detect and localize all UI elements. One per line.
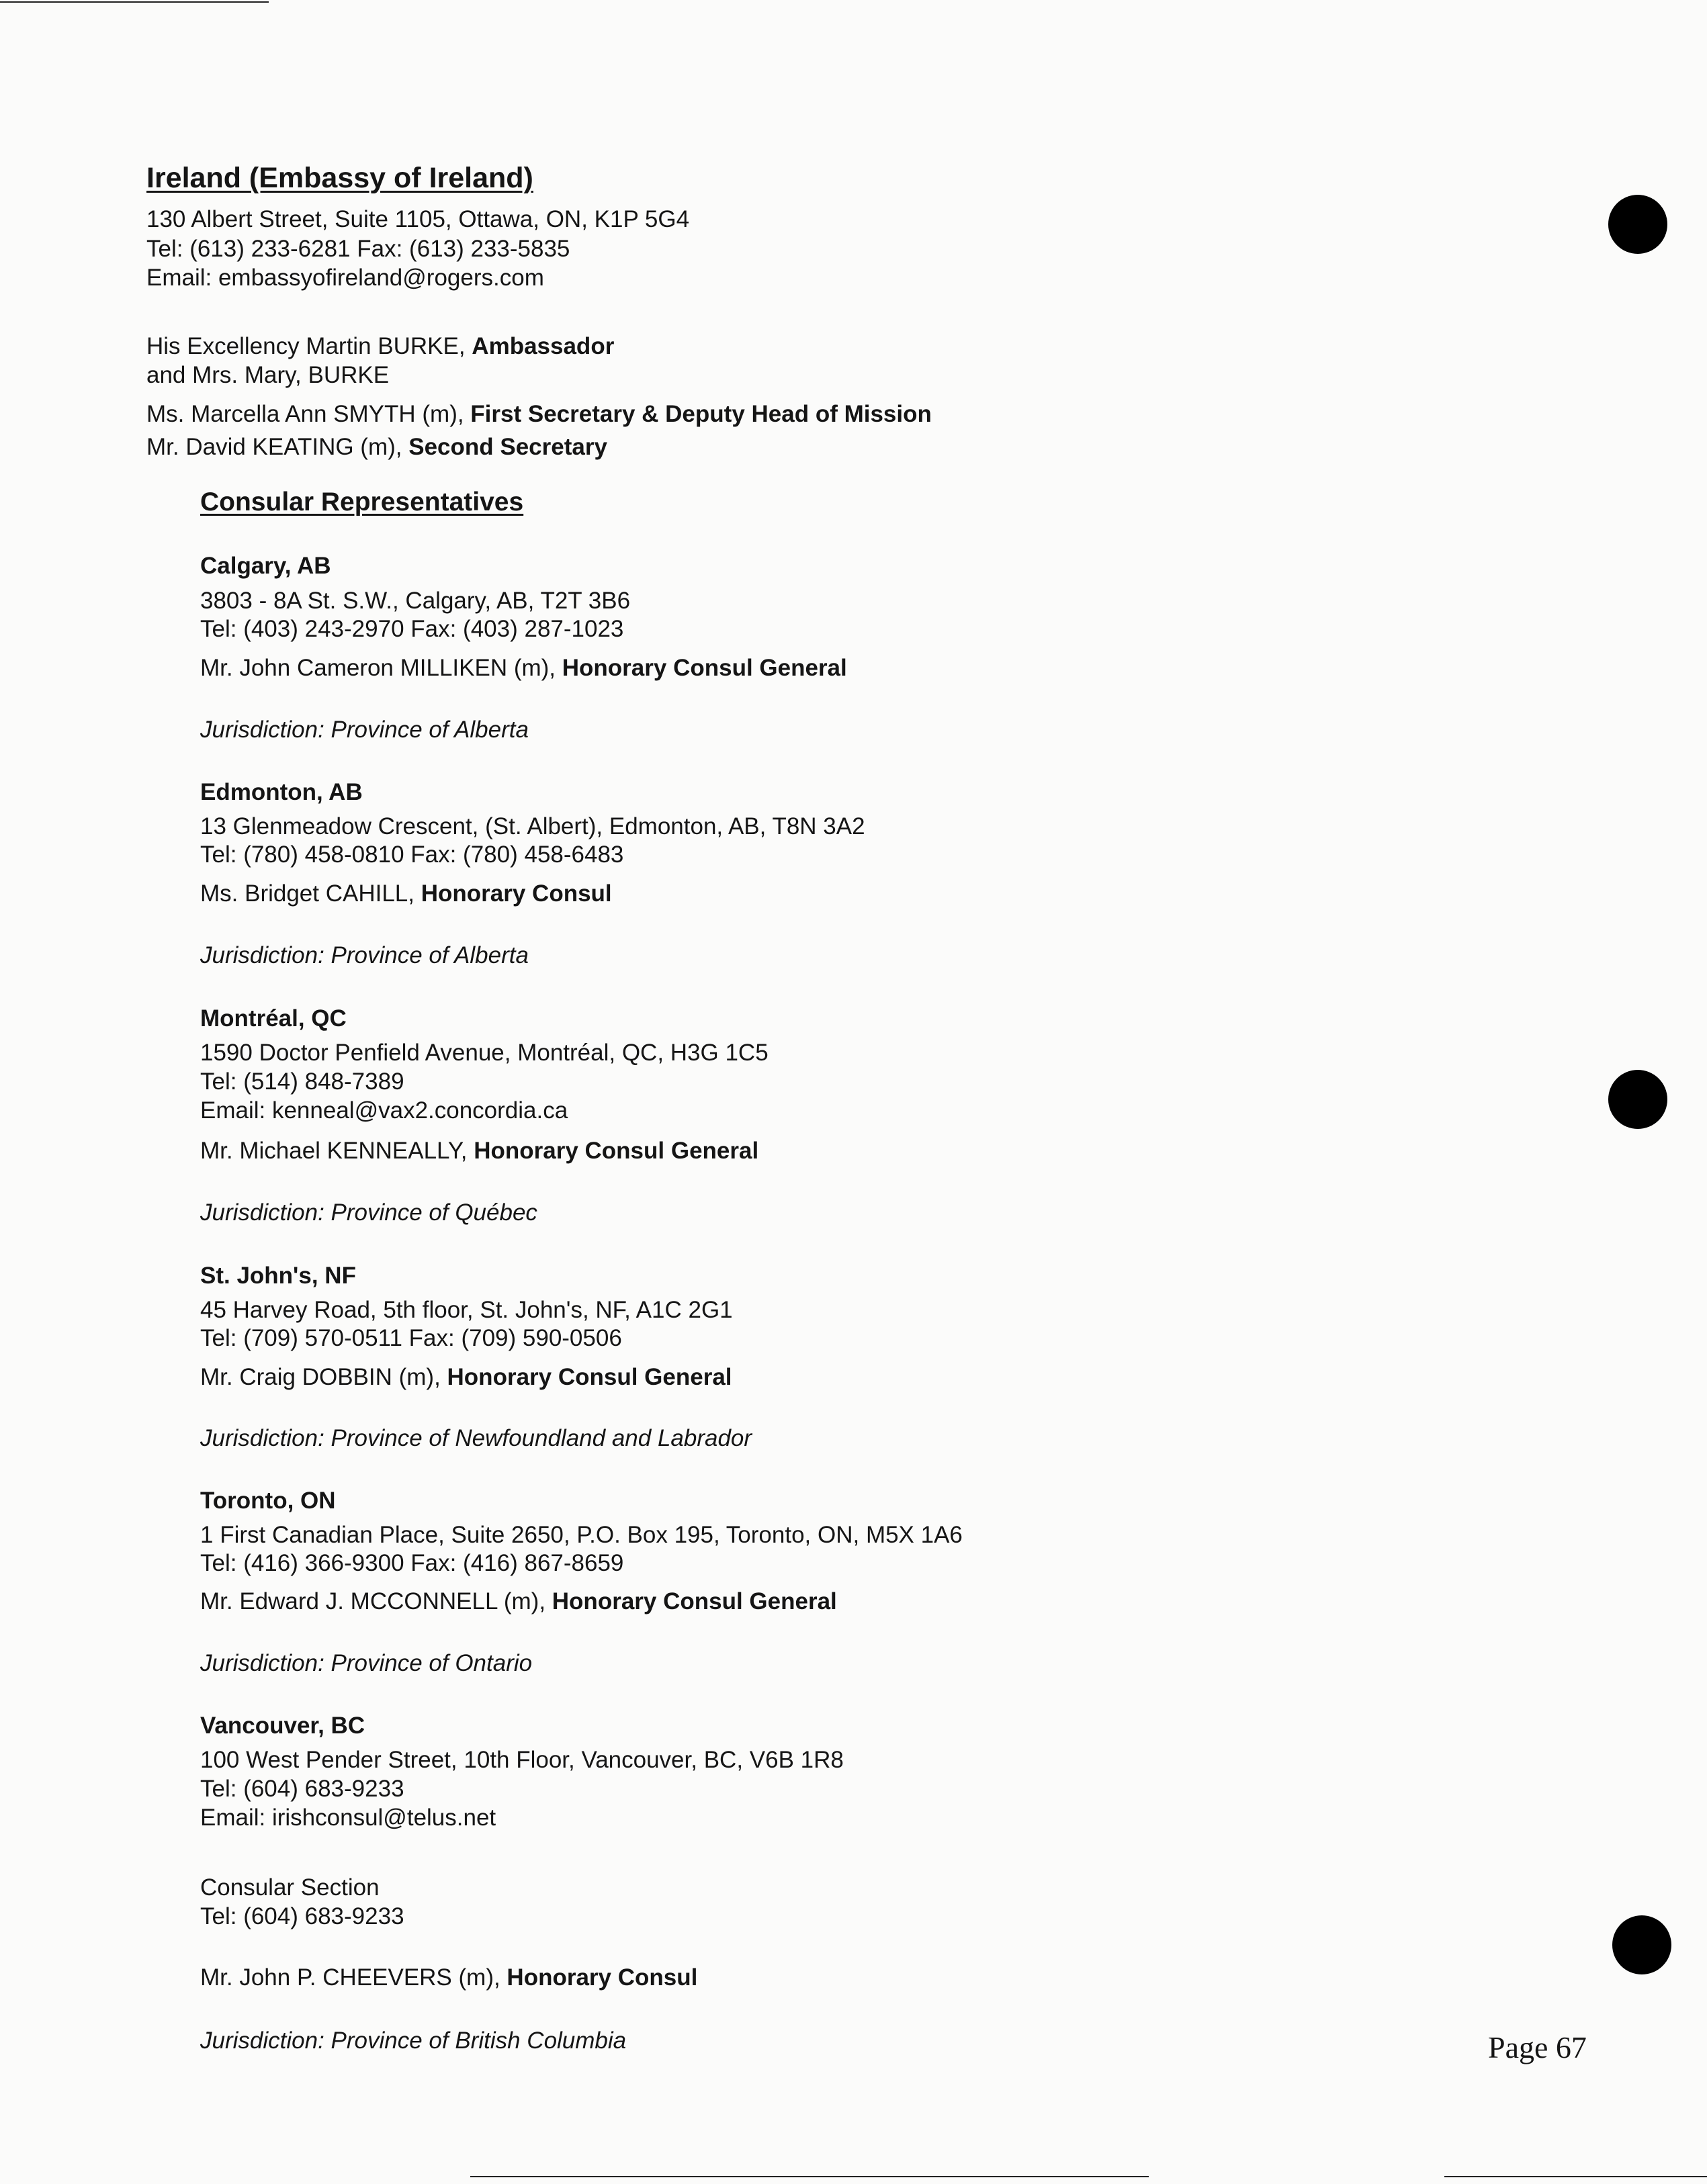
staff-name: and Mrs. Mary, BURKE [146, 362, 390, 388]
embassy-tel-fax: Tel: (613) 233-6281 Fax: (613) 233-5835 [146, 236, 570, 262]
office-jurisdiction: Jurisdiction: Province of British Columbia [200, 2028, 627, 2054]
top-left-rule [0, 1, 269, 3]
office-address: 1 First Canadian Place, Suite 2650, P.O. Box 195, Toronto, ON, M5X 1A6 [200, 1522, 963, 1548]
office-address: 3803 - 8A St. S.W., Calgary, AB, T2T 3B6 [200, 588, 631, 614]
consular-section-label: Consular Section [200, 1874, 380, 1901]
staff-ambassador [146, 332, 614, 361]
office-tel: Tel: (514) 848-7389 [200, 1068, 404, 1095]
office-jurisdiction: Jurisdiction: Province of Alberta [200, 717, 529, 743]
office-tel: Tel: (416) 366-9300 Fax: (416) 867-8659 [200, 1550, 624, 1576]
office-city: St. John's, NF [200, 1263, 356, 1289]
office-person [200, 1363, 732, 1392]
office-tel: Tel: (403) 243-2970 Fax: (403) 287-1023 [200, 616, 624, 642]
page-number: Page 67 [1488, 2030, 1587, 2064]
office-jurisdiction: Jurisdiction: Province of Newfoundland and Labrador [200, 1425, 752, 1451]
office-address: 45 Harvey Road, 5th floor, St. John's, NF, A1C 2G1 [200, 1297, 733, 1323]
office-tel: Tel: (709) 570-0511 Fax: (709) 590-0506 [200, 1325, 622, 1351]
staff-title: First Secretary & Deputy Head of Mission [470, 401, 932, 427]
office-person [200, 1588, 837, 1616]
office-person [200, 1137, 758, 1165]
office-city: Toronto, ON [200, 1488, 336, 1514]
person-name: Mr. Edward J. MCCONNELL (m), [200, 1588, 552, 1614]
staff-title: Ambassador [472, 333, 615, 359]
embassy-heading: Ireland (Embassy of Ireland) [146, 162, 533, 194]
consular-section-tel: Tel: (604) 683-9233 [200, 1903, 404, 1929]
office-email: Email: irishconsul@telus.net [200, 1805, 496, 1831]
office-tel: Tel: (604) 683-9233 [200, 1776, 404, 1802]
office-address: 1590 Doctor Penfield Avenue, Montréal, QC, H3G 1C5 [200, 1040, 769, 1066]
consular-heading: Consular Representatives [200, 488, 524, 516]
embassy-email: Email: embassyofireland@rogers.com [146, 265, 544, 291]
person-title: Honorary Consul [421, 880, 612, 907]
office-tel: Tel: (780) 458-0810 Fax: (780) 458-6483 [200, 841, 624, 868]
person-title: Honorary Consul General [562, 655, 847, 681]
person-title: Honorary Consul [507, 1964, 698, 1991]
embassy-address: 130 Albert Street, Suite 1105, Ottawa, ON, K1P 5G4 [146, 206, 690, 232]
staff-spouse [146, 361, 389, 390]
staff-second-secretary [146, 433, 607, 461]
person-name: Mr. John Cameron MILLIKEN (m), [200, 655, 562, 681]
staff-name: Mr. David KEATING (m), [146, 434, 409, 460]
punch-hole-middle [1608, 1070, 1667, 1129]
staff-name: His Excellency Martin BURKE, [146, 333, 472, 359]
punch-hole-top [1608, 195, 1667, 254]
person-title: Honorary Consul General [447, 1364, 732, 1390]
office-person [200, 880, 612, 908]
office-city: Calgary, AB [200, 553, 331, 579]
office-city: Vancouver, BC [200, 1713, 365, 1739]
bottom-right-rule [1444, 2176, 1707, 2177]
person-name: Ms. Bridget CAHILL, [200, 880, 421, 907]
office-city: Edmonton, AB [200, 779, 363, 805]
office-jurisdiction: Jurisdiction: Province of Québec [200, 1199, 537, 1226]
office-city: Montréal, QC [200, 1005, 347, 1032]
person-name: Mr. John P. CHEEVERS (m), [200, 1964, 507, 1991]
office-jurisdiction: Jurisdiction: Province of Alberta [200, 942, 529, 968]
office-person [200, 1964, 697, 1992]
person-name: Mr. Michael KENNEALLY, [200, 1138, 474, 1164]
office-email: Email: kenneal@vax2.concordia.ca [200, 1097, 568, 1124]
punch-hole-bottom [1612, 1915, 1671, 1974]
office-address: 13 Glenmeadow Crescent, (St. Albert), Edmonton, AB, T8N 3A2 [200, 813, 865, 839]
bottom-rule [470, 2176, 1149, 2177]
staff-name: Ms. Marcella Ann SMYTH (m), [146, 401, 471, 427]
office-jurisdiction: Jurisdiction: Province of Ontario [200, 1650, 533, 1676]
office-address: 100 West Pender Street, 10th Floor, Vancouver, BC, V6B 1R8 [200, 1747, 844, 1773]
person-title: Honorary Consul General [552, 1588, 837, 1614]
office-person [200, 654, 847, 682]
person-title: Honorary Consul General [474, 1138, 759, 1164]
staff-first-secretary [146, 400, 932, 428]
person-name: Mr. Craig DOBBIN (m), [200, 1364, 447, 1390]
staff-title: Second Secretary [408, 434, 607, 460]
